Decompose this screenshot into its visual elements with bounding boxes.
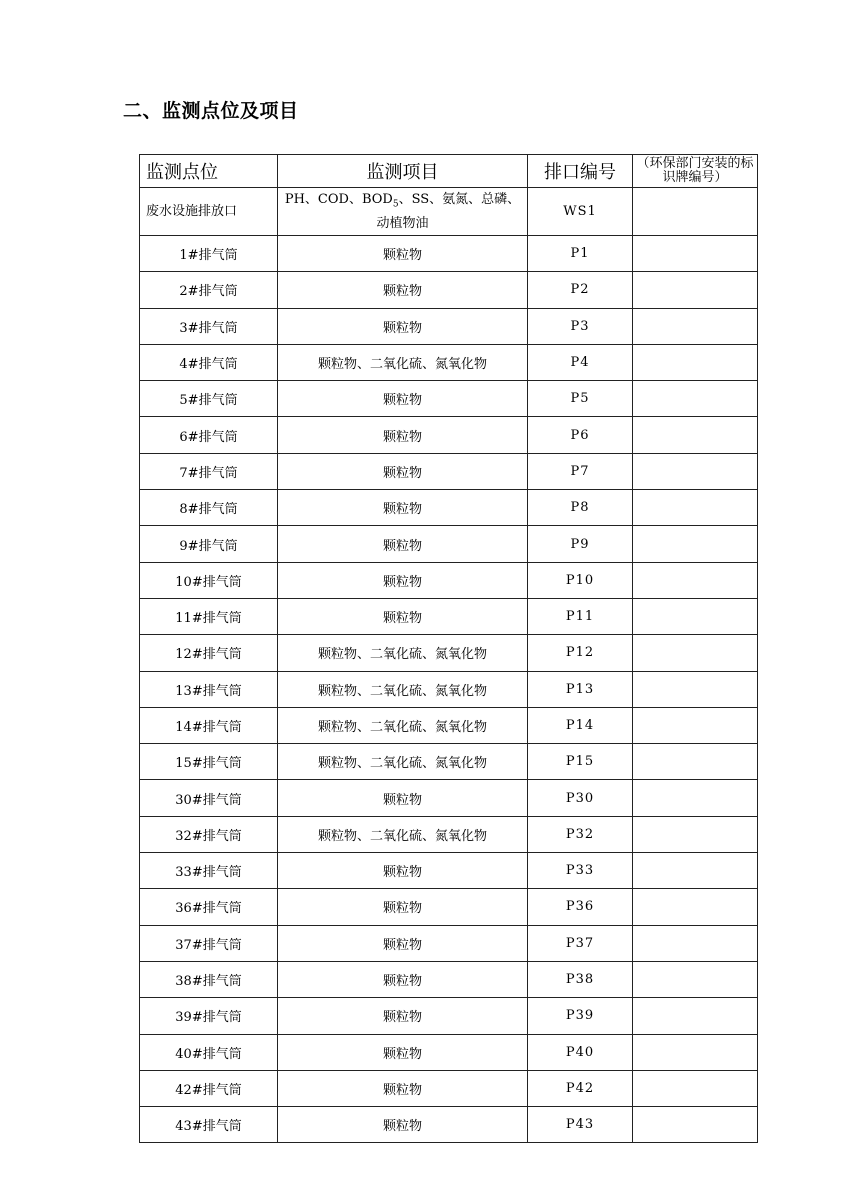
cell-point: 4#排气筒 (140, 344, 278, 380)
header-monitoring-point: 监测点位 (140, 155, 278, 188)
cell-point: 37#排气筒 (140, 925, 278, 961)
table-row (140, 453, 758, 489)
cell-sign (633, 598, 758, 634)
cell-point: 10#排气筒 (140, 562, 278, 598)
table-row (140, 236, 758, 272)
cell-outlet: P9 (528, 526, 633, 562)
table-row (140, 344, 758, 380)
cell-sign (633, 490, 758, 526)
cell-point: 9#排气筒 (140, 526, 278, 562)
cell-sign (633, 562, 758, 598)
cell-sign (633, 889, 758, 925)
cell-sign (633, 1034, 758, 1070)
cell-items: 颗粒物 (278, 272, 528, 308)
cell-items: 颗粒物 (278, 236, 528, 272)
table-row (140, 417, 758, 453)
cell-outlet: P43 (528, 1107, 633, 1143)
cell-sign (633, 236, 758, 272)
cell-point: 14#排气筒 (140, 707, 278, 743)
cell-items: 颗粒物、二氧化硫、氮氧化物 (278, 671, 528, 707)
cell-point: 2#排气筒 (140, 272, 278, 308)
cell-point: 43#排气筒 (140, 1107, 278, 1143)
table-row (140, 816, 758, 852)
cell-sign (633, 707, 758, 743)
cell-outlet: P37 (528, 925, 633, 961)
cell-point: 13#排气筒 (140, 671, 278, 707)
cell-outlet: WS1 (528, 188, 633, 236)
cell-items: 颗粒物 (278, 853, 528, 889)
items-text-part1: PH、COD、BOD (284, 191, 393, 207)
cell-outlet: P8 (528, 490, 633, 526)
cell-outlet: P40 (528, 1034, 633, 1070)
cell-point: 39#排气筒 (140, 998, 278, 1034)
table-body (140, 188, 758, 1143)
cell-outlet: P11 (528, 598, 633, 634)
table-row (140, 998, 758, 1034)
cell-items: 颗粒物 (278, 417, 528, 453)
cell-sign (633, 961, 758, 997)
cell-point: 废水设施排放口 (140, 188, 278, 236)
cell-items: 颗粒物 (278, 961, 528, 997)
cell-sign (633, 998, 758, 1034)
cell-outlet: P30 (528, 780, 633, 816)
cell-sign (633, 381, 758, 417)
cell-point: 12#排气筒 (140, 635, 278, 671)
cell-point: 40#排气筒 (140, 1034, 278, 1070)
cell-sign (633, 671, 758, 707)
table-row (140, 1070, 758, 1106)
cell-items: 颗粒物、二氧化硫、氮氧化物 (278, 344, 528, 380)
cell-items: 颗粒物 (278, 780, 528, 816)
cell-items: 颗粒物 (278, 490, 528, 526)
cell-sign (633, 308, 758, 344)
cell-point: 33#排气筒 (140, 853, 278, 889)
cell-items: 颗粒物、二氧化硫、氮氧化物 (278, 744, 528, 780)
table-row (140, 562, 758, 598)
cell-point: 5#排气筒 (140, 381, 278, 417)
table-header (140, 155, 758, 188)
table-row (140, 780, 758, 816)
cell-sign (633, 272, 758, 308)
cell-point: 30#排气筒 (140, 780, 278, 816)
cell-outlet: P32 (528, 816, 633, 852)
cell-items: 颗粒物、二氧化硫、氮氧化物 (278, 707, 528, 743)
cell-point: 6#排气筒 (140, 417, 278, 453)
cell-outlet: P3 (528, 308, 633, 344)
table-row (140, 598, 758, 634)
cell-items: 颗粒物 (278, 526, 528, 562)
cell-items: 颗粒物 (278, 925, 528, 961)
table-row (140, 635, 758, 671)
cell-sign (633, 816, 758, 852)
cell-sign (633, 188, 758, 236)
cell-outlet: P2 (528, 272, 633, 308)
cell-items: 颗粒物 (278, 562, 528, 598)
table-row-wastewater (140, 188, 758, 236)
cell-sign (633, 780, 758, 816)
cell-sign (633, 417, 758, 453)
cell-items: 颗粒物、二氧化硫、氮氧化物 (278, 816, 528, 852)
cell-outlet: P15 (528, 744, 633, 780)
cell-outlet: P12 (528, 635, 633, 671)
cell-point: 1#排气筒 (140, 236, 278, 272)
items-text-line2: 动植物油 (376, 216, 429, 232)
cell-sign (633, 453, 758, 489)
cell-point: 11#排气筒 (140, 598, 278, 634)
table-row (140, 671, 758, 707)
table-row (140, 381, 758, 417)
cell-outlet: P38 (528, 961, 633, 997)
header-sign-number: （环保部门安装的标识牌编号） (633, 155, 758, 188)
cell-items: 颗粒物 (278, 1070, 528, 1106)
table-row (140, 1107, 758, 1143)
cell-outlet: P7 (528, 453, 633, 489)
table-row (140, 526, 758, 562)
cell-sign (633, 526, 758, 562)
cell-sign (633, 1070, 758, 1106)
cell-outlet: P33 (528, 853, 633, 889)
cell-items: 颗粒物 (278, 598, 528, 634)
table-row (140, 889, 758, 925)
cell-outlet: P14 (528, 707, 633, 743)
cell-items: 颗粒物 (278, 308, 528, 344)
cell-outlet: P10 (528, 562, 633, 598)
cell-items: 颗粒物 (278, 381, 528, 417)
cell-point: 3#排气筒 (140, 308, 278, 344)
table-row (140, 1034, 758, 1070)
cell-outlet: P4 (528, 344, 633, 380)
table-row (140, 272, 758, 308)
cell-sign (633, 635, 758, 671)
cell-point: 8#排气筒 (140, 490, 278, 526)
items-subscript: 5 (392, 199, 399, 210)
cell-point: 15#排气筒 (140, 744, 278, 780)
table-row (140, 308, 758, 344)
monitoring-table (139, 154, 758, 1143)
cell-items: 颗粒物、二氧化硫、氮氧化物 (278, 635, 528, 671)
cell-point: 38#排气筒 (140, 961, 278, 997)
cell-outlet: P1 (528, 236, 633, 272)
cell-point: 42#排气筒 (140, 1070, 278, 1106)
cell-items: 颗粒物 (278, 1107, 528, 1143)
cell-outlet: P36 (528, 889, 633, 925)
cell-outlet: P5 (528, 381, 633, 417)
cell-items: 颗粒物 (278, 889, 528, 925)
table-row (140, 744, 758, 780)
cell-outlet: P13 (528, 671, 633, 707)
cell-point: 36#排气筒 (140, 889, 278, 925)
cell-sign (633, 344, 758, 380)
cell-items (278, 188, 528, 236)
cell-point: 32#排气筒 (140, 816, 278, 852)
cell-point: 7#排气筒 (140, 453, 278, 489)
table-row (140, 490, 758, 526)
table-row (140, 961, 758, 997)
cell-sign (633, 744, 758, 780)
header-row (140, 155, 758, 188)
cell-sign (633, 853, 758, 889)
cell-items: 颗粒物 (278, 453, 528, 489)
header-monitoring-items: 监测项目 (278, 155, 528, 188)
cell-items: 颗粒物 (278, 1034, 528, 1070)
cell-sign (633, 1107, 758, 1143)
items-text-part2: 、SS、氨氮、总磷、 (398, 191, 521, 207)
header-outlet-number: 排口编号 (528, 155, 633, 188)
cell-outlet: P39 (528, 998, 633, 1034)
cell-sign (633, 925, 758, 961)
table-row (140, 853, 758, 889)
cell-items: 颗粒物 (278, 998, 528, 1034)
cell-outlet: P42 (528, 1070, 633, 1106)
section-heading: 二、监测点位及项目 (123, 100, 299, 122)
table-row (140, 707, 758, 743)
table-row (140, 925, 758, 961)
cell-outlet: P6 (528, 417, 633, 453)
